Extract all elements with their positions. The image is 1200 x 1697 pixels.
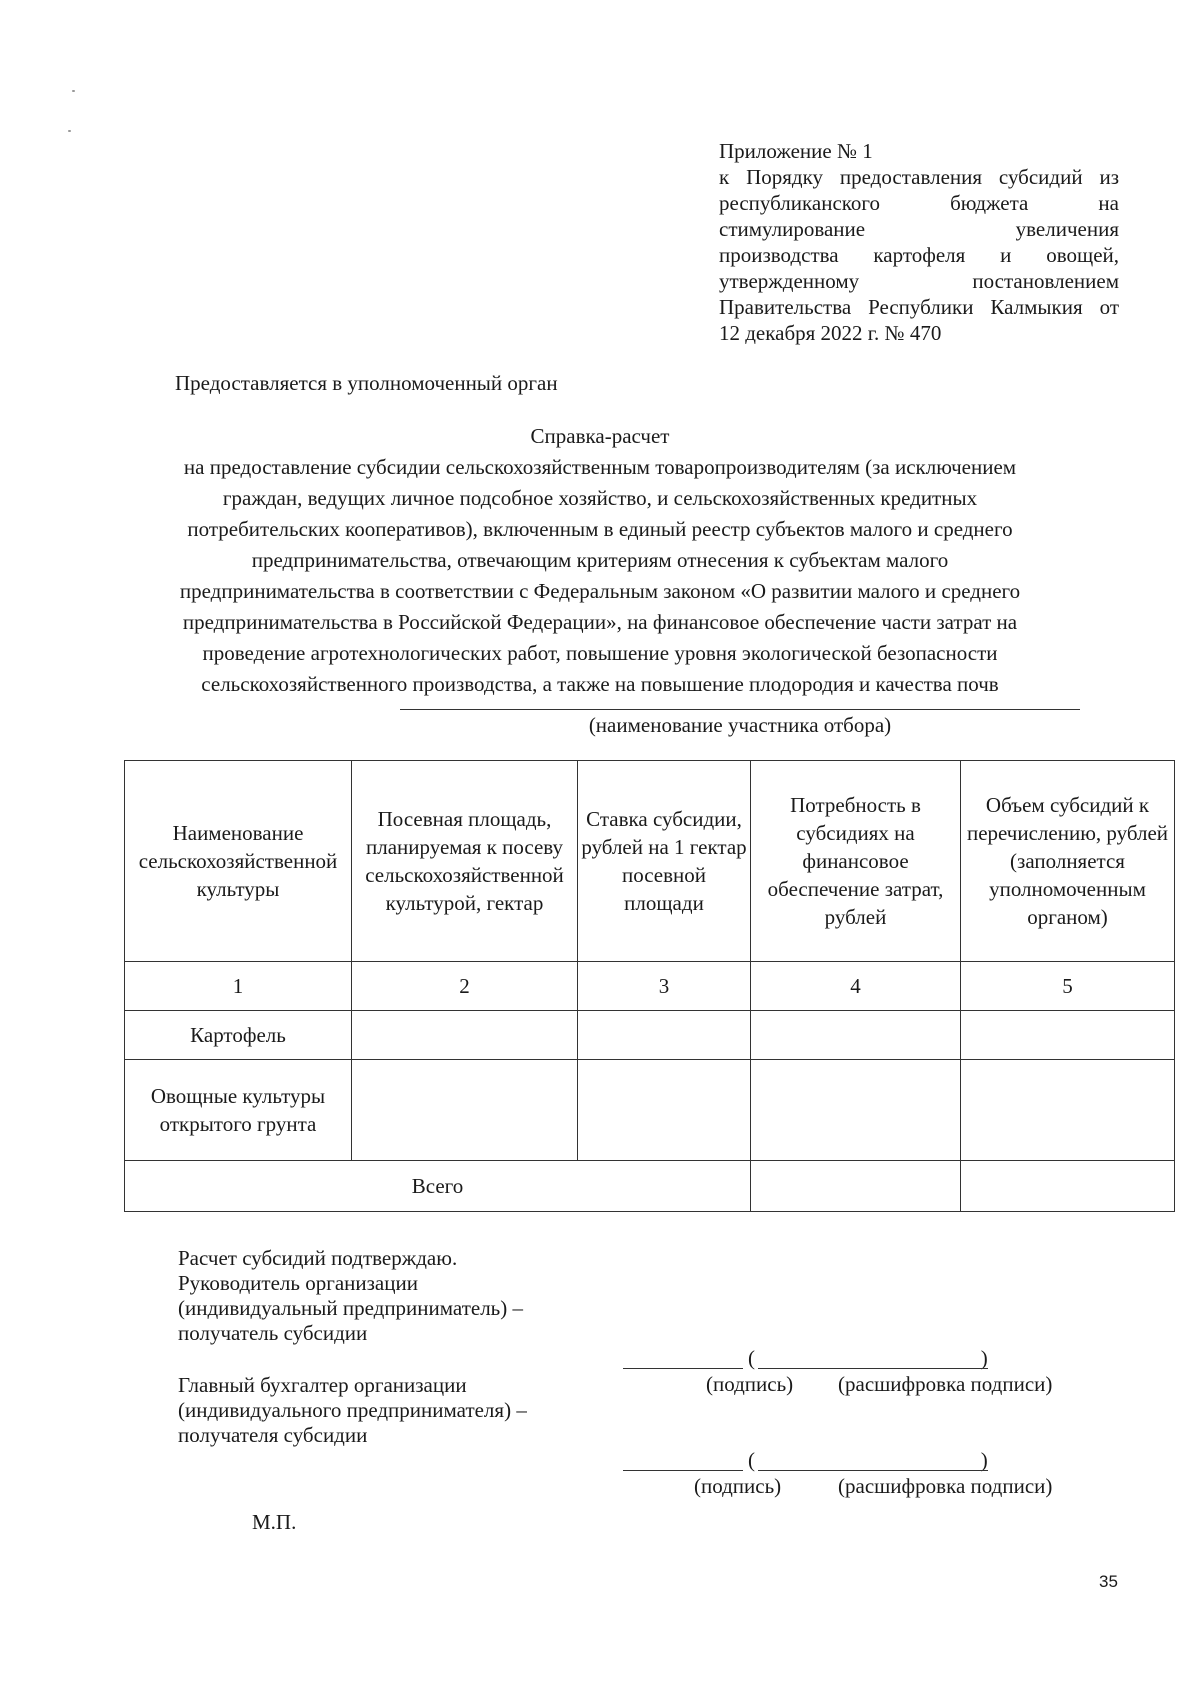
appendix-line: к Порядку предоставления субсидий из: [719, 165, 1119, 189]
confirm-text: Руководитель организации: [178, 1271, 418, 1295]
header-cell: Наименование сельскохозяйственной культуры: [125, 761, 352, 962]
accountant-signature-block: [178, 1373, 527, 1448]
appendix-line: утвержденному постановлением: [719, 269, 1119, 293]
stamp-label: М.П.: [252, 1510, 297, 1534]
input-cell[interactable]: [961, 1161, 1175, 1212]
appendix-line: 12 декабря 2022 г. № 470: [719, 321, 942, 345]
title-line: предпринимательства, отвечающим критериям отнесения к субъектам малого: [251, 548, 949, 572]
total-label: Всего: [125, 1161, 751, 1212]
appendix-note: [719, 138, 1119, 346]
input-cell[interactable]: [578, 1011, 751, 1060]
subsidy-table: [124, 760, 1175, 1212]
participant-name-line[interactable]: [400, 709, 1080, 710]
signature-caption: (подпись): [706, 1372, 794, 1396]
title-heading: Справка-расчет: [530, 424, 670, 448]
page-number: 35: [1099, 1572, 1118, 1591]
scan-speck: [72, 90, 75, 92]
title-line: потребительских кооперативов), включенным в единый реестр субъектов малого и среднего: [187, 517, 1013, 541]
input-cell[interactable]: [352, 1060, 578, 1161]
table-total-row: [125, 1161, 1175, 1212]
header-cell: Посевная площадь, планируемая к посеву сельскохозяйственной культурой, гектар: [352, 761, 578, 962]
appendix-line: производства картофеля и овощей,: [719, 243, 1119, 267]
input-cell[interactable]: [751, 1161, 961, 1212]
table-row: [125, 1060, 1175, 1161]
appendix-line: Правительства Республики Калмыкия от: [719, 295, 1119, 319]
appendix-line: Приложение № 1: [719, 139, 873, 163]
appendix-line: республиканского бюджета на: [719, 191, 1119, 215]
column-number: 1: [125, 962, 352, 1011]
column-number: 3: [578, 962, 751, 1011]
accountant-text: (индивидуального предпринимателя) –: [178, 1398, 527, 1422]
column-number: 5: [961, 962, 1175, 1011]
document-title: [150, 421, 1050, 700]
crop-name-cell: Овощные культуры открытого грунта: [125, 1060, 352, 1161]
input-cell[interactable]: [961, 1060, 1175, 1161]
accountant-text: получателя субсидии: [178, 1423, 368, 1447]
input-cell[interactable]: [578, 1060, 751, 1161]
input-cell[interactable]: [352, 1011, 578, 1060]
participant-caption: (наименование участника отбора): [588, 713, 892, 737]
accountant-signature-field[interactable]: [623, 1470, 743, 1471]
manager-decode-line: [758, 1368, 988, 1369]
title-line: проведение агротехнологических работ, повышение уровня экологической безопасности: [202, 641, 998, 665]
confirm-text: (индивидуальный предприниматель) –: [178, 1296, 523, 1320]
signature-caption: (подпись): [694, 1474, 782, 1498]
appendix-line: стимулирование увеличения: [719, 217, 1119, 241]
input-cell[interactable]: [751, 1060, 961, 1161]
column-number: 2: [352, 962, 578, 1011]
manager-signature-block: [178, 1246, 523, 1346]
table-number-row: [125, 962, 1175, 1011]
manager-signature-field[interactable]: [623, 1368, 743, 1369]
header-cell: Ставка субсидии, рублей на 1 гектар посевной площади: [578, 761, 751, 962]
input-cell[interactable]: [961, 1011, 1175, 1060]
manager-decode-field[interactable]: ( ): [748, 1346, 988, 1370]
accountant-decode-field[interactable]: ( ): [748, 1448, 988, 1472]
accountant-decode-line: [758, 1470, 988, 1471]
table-header-row: [125, 761, 1175, 962]
table-row: [125, 1011, 1175, 1060]
provided-to-text: Предоставляется в уполномоченный орган: [175, 371, 558, 395]
title-line: предпринимательства в Российской Федерации», на финансовое обеспечение части затрат на: [182, 610, 1018, 634]
scan-speck: [68, 130, 71, 132]
decode-caption: (расшифровка подписи): [838, 1474, 1053, 1498]
confirm-text: получатель субсидии: [178, 1321, 368, 1345]
title-line: предпринимательства в соответствии с Федеральным законом «О развитии малого и среднего: [179, 579, 1021, 603]
crop-name-cell: Картофель: [125, 1011, 352, 1060]
title-line: граждан, ведущих личное подсобное хозяйство, и сельскохозяйственных кредитных: [222, 486, 978, 510]
title-line: на предоставление субсидии сельскохозяйственным товаропроизводителям (за исключением: [183, 455, 1017, 479]
input-cell[interactable]: [751, 1011, 961, 1060]
column-number: 4: [751, 962, 961, 1011]
title-line: сельскохозяйственного производства, а также на повышение плодородия и качества почв: [201, 672, 999, 696]
header-cell: Объем субсидий к перечислению, рублей (заполняется уполномоченным органом): [961, 761, 1175, 962]
accountant-text: Главный бухгалтер организации: [178, 1373, 467, 1397]
confirm-text: Расчет субсидий подтверждаю.: [178, 1246, 458, 1270]
decode-caption: (расшифровка подписи): [838, 1372, 1053, 1396]
header-cell: Потребность в субсидиях на финансовое обеспечение затрат, рублей: [751, 761, 961, 962]
